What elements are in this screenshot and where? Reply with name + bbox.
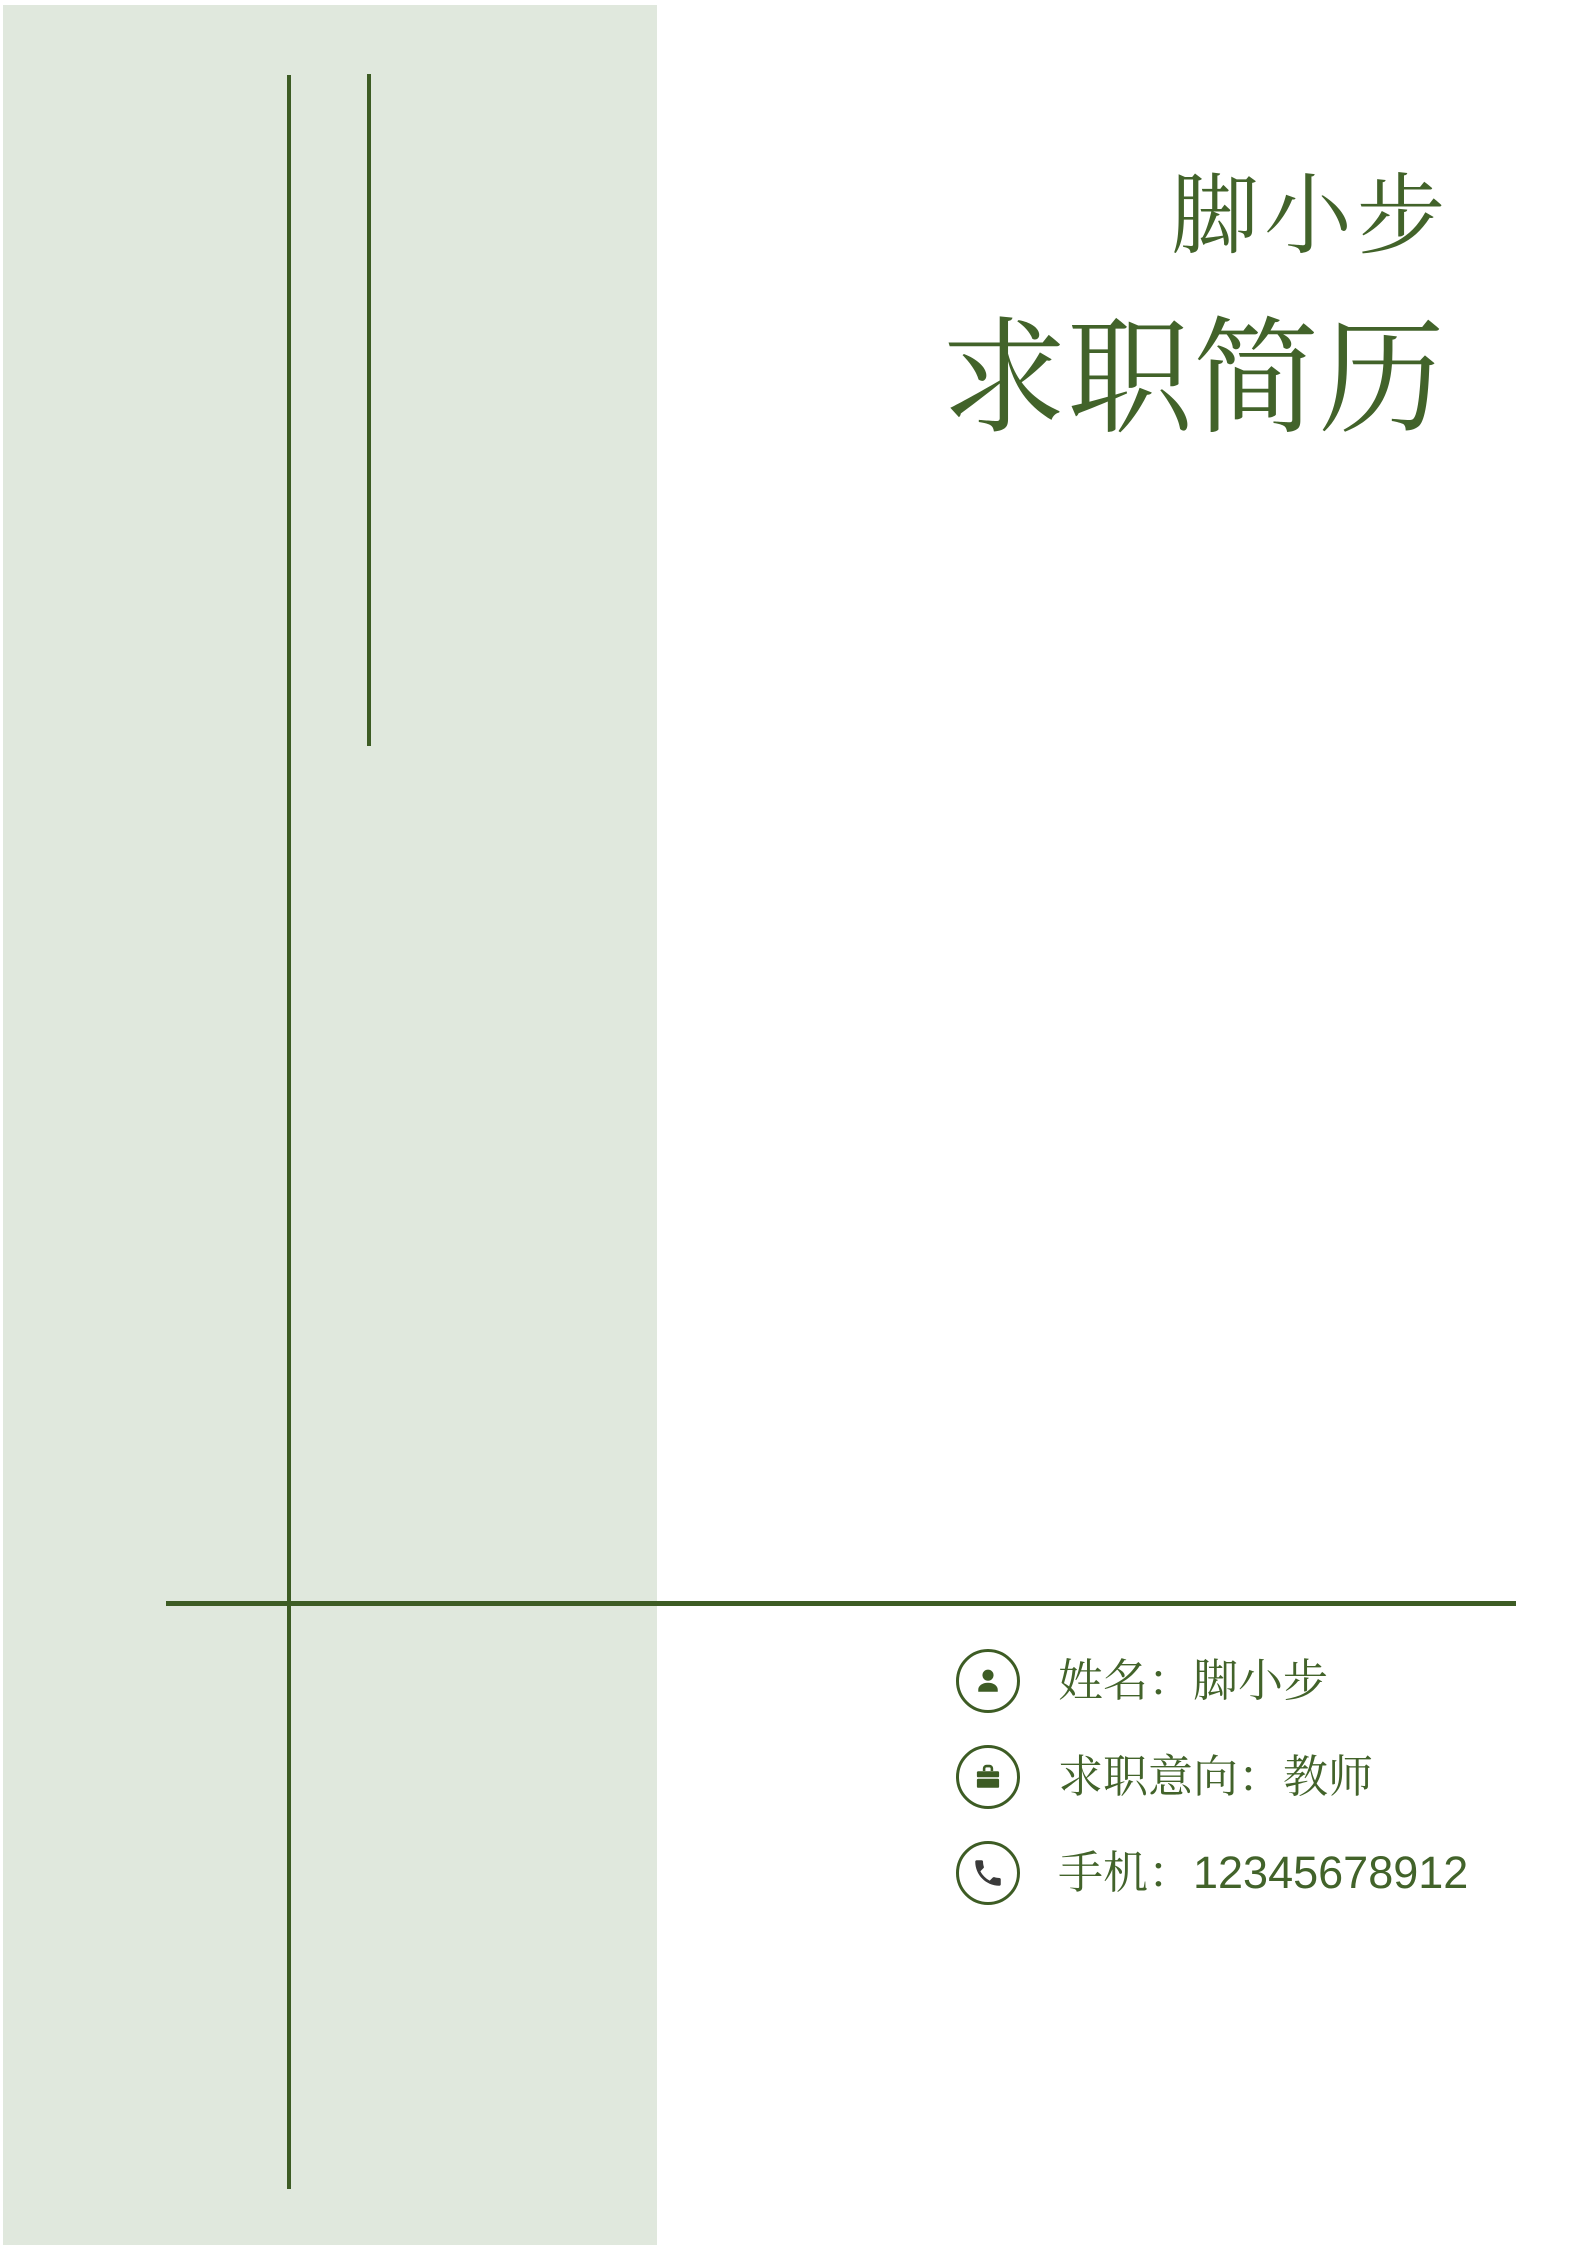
left-accent-panel (3, 5, 657, 2245)
title-block (941, 166, 1450, 449)
contact-row-intention (956, 1744, 1468, 1809)
user-icon (956, 1649, 1020, 1713)
phone-icon (956, 1841, 1020, 1905)
document-title: 求职简历 (941, 308, 1445, 449)
vertical-rule-long (287, 75, 291, 2189)
applicant-name: 脚小步 (1170, 166, 1450, 265)
contact-text-phone: 手机：12345678912 (1058, 1847, 1469, 1898)
vertical-rule-short (367, 74, 371, 746)
contact-text-intention: 求职意向：教师 (1058, 1751, 1374, 1802)
horizontal-rule (166, 1601, 1516, 1606)
contact-row-name (956, 1648, 1468, 1713)
briefcase-icon (956, 1745, 1020, 1809)
contact-text-name: 姓名：脚小步 (1058, 1655, 1329, 1706)
contact-row-phone (956, 1840, 1468, 1905)
contact-block (956, 1648, 1468, 1936)
